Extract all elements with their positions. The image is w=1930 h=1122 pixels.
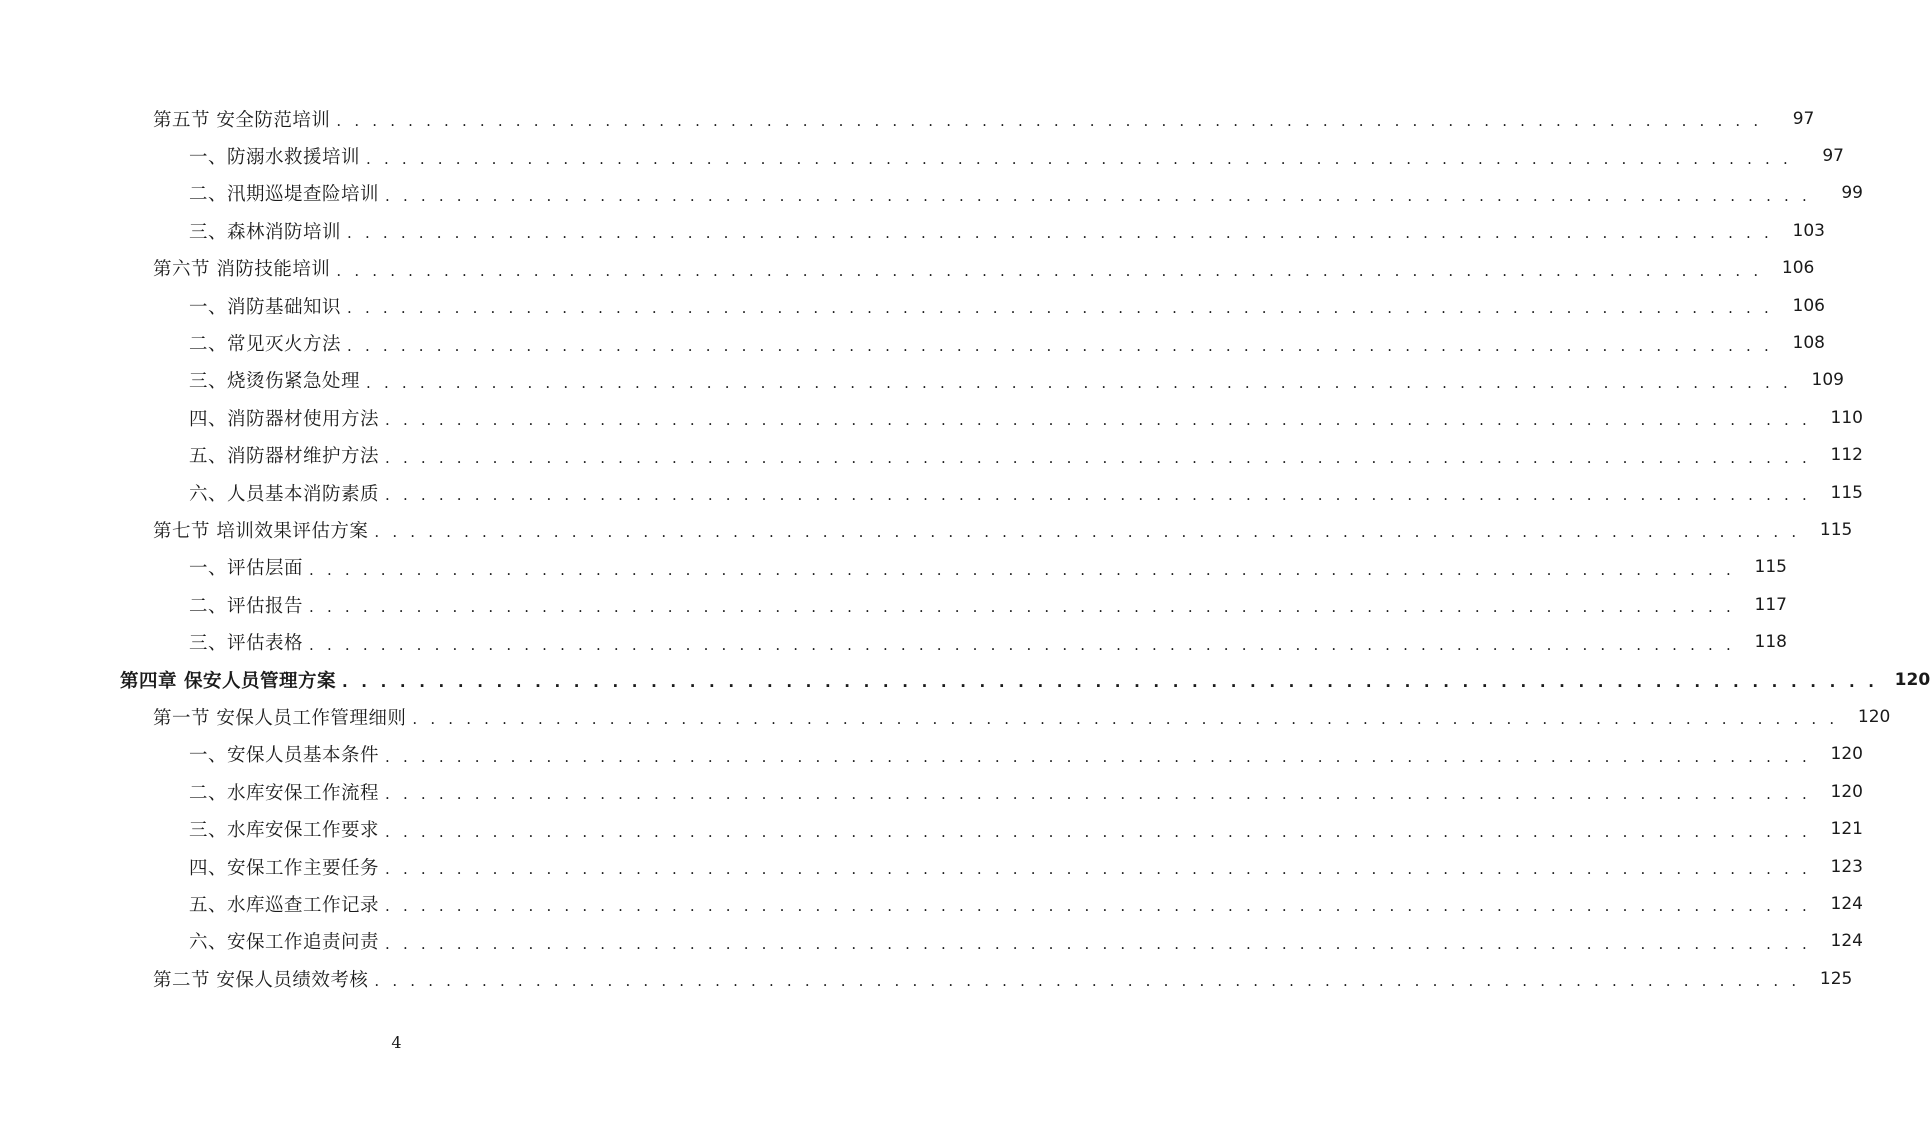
toc-dot-leader: . . . . . . . . . . . . . . . . . . . . . . . . . . . . . . . . . . . . . . . . . . . . . . . . . . . . . . . . . . . . . . . . . . . . . . . . . . . . . . . . — [385, 186, 1811, 205]
toc-entry-label: 二、水库安保工作流程 — [189, 782, 380, 804]
toc-entry-label: 二、汛期巡堤查险培训 — [189, 184, 380, 206]
toc-entry-label: 四、消防器材使用方法 — [189, 408, 380, 430]
toc-entry-page: 97 — [1792, 108, 1815, 129]
toc-entry-page: 121 — [1830, 819, 1863, 840]
toc-entry-page: 106 — [1781, 258, 1815, 279]
toc-dot-leader: . . . . . . . . . . . . . . . . . . . . . . . . . . . . . . . . . . . . . . . . . . . . . . . . . . . . . . . . . . . . . . . . . . . . . . . . . . . . . . . . — [385, 897, 1811, 916]
toc-entry-label: 一、安保人员基本条件 — [189, 745, 380, 767]
toc-entry-page: 115 — [1830, 482, 1863, 503]
toc-dot-leader: . . . . . . . . . . . . . . . . . . . . . . . . . . . . . . . . . . . . . . . . . . . . . . . . . . . . . . . . . . . . . . . . . . . . . . . . . . . . . . . . — [412, 710, 1839, 729]
toc-entry-label: 第六节 消防技能培训 — [153, 259, 331, 281]
toc-entry-page: 109 — [1811, 370, 1844, 391]
table-of-contents — [0, 100, 1930, 997]
toc-dot-leader: . . . . . . . . . . . . . . . . . . . . . . . . . . . . . . . . . . . . . . . . . . . . . . . . . . . . . . . . . . . . . . . . . . . . . . . . . . . . . . . . — [385, 747, 1811, 766]
toc-entry-item[interactable] — [0, 324, 1825, 361]
toc-entry-page: 125 — [1819, 968, 1853, 989]
toc-entry-section[interactable] — [0, 698, 1891, 735]
toc-entry-section[interactable] — [0, 511, 1853, 548]
toc-dot-leader: . . . . . . . . . . . . . . . . . . . . . . . . . . . . . . . . . . . . . . . . . . . . . . . . . . . . . . . . . . . . . . . . . . . . . . . . . . . . . . . . — [385, 448, 1811, 467]
toc-entry-label: 三、森林消防培训 — [189, 221, 342, 243]
toc-entry-section[interactable] — [0, 100, 1815, 137]
toc-entry-section[interactable] — [0, 250, 1815, 287]
toc-entry-item[interactable] — [0, 549, 1787, 586]
toc-entry-page: 118 — [1754, 632, 1787, 653]
toc-dot-leader: . . . . . . . . . . . . . . . . . . . . . . . . . . . . . . . . . . . . . . . . . . . . . . . . . . . . . . . . . . . . . . . . . . . . . . . . . . . . . . . . — [385, 822, 1811, 841]
toc-entry-page: 115 — [1819, 519, 1853, 540]
toc-entry-item[interactable] — [0, 586, 1787, 623]
toc-entry-label: 二、常见灭火方法 — [189, 334, 342, 356]
toc-entry-label: 五、消防器材维护方法 — [189, 446, 380, 468]
page-number: 4 — [391, 1033, 402, 1052]
toc-entry-item[interactable] — [0, 810, 1863, 847]
toc-entry-label: 一、消防基础知识 — [189, 296, 342, 318]
toc-entry-page: 103 — [1792, 220, 1825, 241]
toc-entry-page: 110 — [1830, 407, 1863, 428]
toc-dot-leader: . . . . . . . . . . . . . . . . . . . . . . . . . . . . . . . . . . . . . . . . . . . . . . . . . . . . . . . . . . . . . . . . . . . . . . . . . . . . . . . . — [336, 112, 1763, 131]
toc-entry-item[interactable] — [0, 885, 1863, 922]
toc-dot-leader: . . . . . . . . . . . . . . . . . . . . . . . . . . . . . . . . . . . . . . . . . . . . . . . . . . . . . . . . . . . . . . . . . . . . . . . . . . . . . . . . — [347, 299, 1773, 318]
toc-dot-leader: . . . . . . . . . . . . . . . . . . . . . . . . . . . . . . . . . . . . . . . . . . . . . . . . . . . . . . . . . . . . . . . . . . . . . . . . . . . . . . . . — [309, 598, 1735, 617]
toc-dot-leader: . . . . . . . . . . . . . . . . . . . . . . . . . . . . . . . . . . . . . . . . . . . . . . . . . . . . . . . . . . . . . . . . . . . . . . . . . . . . . . . . — [374, 523, 1801, 542]
toc-entry-page: 108 — [1792, 333, 1825, 354]
toc-entry-item[interactable] — [0, 437, 1863, 474]
toc-entry-item[interactable] — [0, 399, 1863, 436]
toc-entry-page: 117 — [1754, 594, 1787, 615]
toc-entry-label: 一、评估层面 — [189, 558, 304, 580]
toc-entry-page: 106 — [1792, 295, 1825, 316]
toc-entry-page: 120 — [1857, 706, 1891, 727]
toc-entry-page: 112 — [1830, 445, 1863, 466]
toc-entry-item[interactable] — [0, 287, 1825, 324]
toc-dot-leader: . . . . . . . . . . . . . . . . . . . . . . . . . . . . . . . . . . . . . . . . . . . . . . . . . . . . . . . . . . . . . . . . . . . . . . . . . . . . . . . . — [385, 860, 1811, 878]
toc-dot-leader: . . . . . . . . . . . . . . . . . . . . . . . . . . . . . . . . . . . . . . . . . . . . . . . . . . . . . . . . . . . . . . . . . . . . . . . . . . . . . . . . — [309, 560, 1735, 579]
toc-entry-label: 第四章 保安人员管理方案 — [120, 670, 336, 692]
toc-entry-section[interactable] — [0, 960, 1853, 997]
toc-dot-leader: . . . . . . . . . . . . . . . . . . . . . . . . . . . . . . . . . . . . . . . . . . . . . . . . . . . . . . . . . . . . . . . . . . . . . . . . . . . . . . . . — [385, 934, 1811, 953]
toc-entry-label: 一、防溺水救援培训 — [189, 147, 361, 169]
toc-entry-label: 第七节 培训效果评估方案 — [153, 520, 369, 542]
toc-entry-page: 120 — [1830, 744, 1863, 765]
toc-entry-label: 三、烧烫伤紧急处理 — [189, 371, 361, 393]
toc-entry-label: 六、人员基本消防素质 — [189, 483, 380, 505]
toc-entry-item[interactable] — [0, 212, 1825, 249]
toc-entry-page: 124 — [1830, 931, 1863, 952]
toc-entry-page: 120 — [1830, 781, 1863, 802]
toc-entry-page: 124 — [1830, 893, 1863, 914]
toc-entry-item[interactable] — [0, 848, 1863, 885]
toc-entry-label: 三、水库安保工作要求 — [189, 820, 380, 842]
toc-entry-item[interactable] — [0, 736, 1863, 773]
toc-dot-leader: . . . . . . . . . . . . . . . . . . . . . . . . . . . . . . . . . . . . . . . . . . . . . . . . . . . . . . . . . . . . . . . . . . . . . . . . . . . . . . . . — [309, 635, 1735, 654]
toc-dot-leader: . . . . . . . . . . . . . . . . . . . . . . . . . . . . . . . . . . . . . . . . . . . . . . . . . . . . . . . . . . . . . . . . . . . . . . . . . . . . . . . . — [366, 149, 1792, 168]
toc-entry-page: 99 — [1841, 183, 1863, 204]
toc-entry-page: 120 — [1894, 669, 1930, 690]
toc-entry-item[interactable] — [0, 623, 1787, 660]
toc-entry-item[interactable] — [0, 175, 1863, 212]
toc-entry-label: 第一节 安保人员工作管理细则 — [153, 707, 407, 729]
toc-dot-leader: . . . . . . . . . . . . . . . . . . . . . . . . . . . . . . . . . . . . . . . . . . . . . . . . . . . . . . . . . . . . . . . . . . . . . . . . . . . . . . . . — [366, 373, 1792, 392]
toc-entry-page: 115 — [1754, 557, 1787, 578]
toc-entry-page: 97 — [1822, 146, 1844, 167]
toc-entry-label: 第二节 安保人员绩效考核 — [153, 969, 369, 991]
toc-dot-leader: . . . . . . . . . . . . . . . . . . . . . . . . . . . . . . . . . . . . . . . . . . . . . . . . . . . . . . . . . . . . . . . . . . . . . . . . . . . . . . . . — [385, 486, 1811, 505]
toc-entry-label: 四、安保工作主要任务 — [189, 857, 380, 879]
toc-entry-label: 二、评估报告 — [189, 595, 304, 617]
toc-dot-leader: . . . . . . . . . . . . . . . . . . . . . . . . . . . . . . . . . . . . . . . . . . . . . . . . . . . . . . . . . . . . . . . . . . . . . . . . . . . . . . . . — [374, 972, 1801, 991]
toc-dot-leader: . . . . . . . . . . . . . . . . . . . . . . . . . . . . . . . . . . . . . . . . . . . . . . . . . . . . . . . . . . . . . . . . . . . . . . . . . . . . . . . . — [336, 261, 1763, 280]
toc-entry-item[interactable] — [0, 773, 1863, 810]
toc-entry-item[interactable] — [0, 137, 1844, 174]
toc-dot-leader: . . . . . . . . . . . . . . . . . . . . . . . . . . . . . . . . . . . . . . . . . . . . . . . . . . . . . . . . . . . . . . . . . . . . . . . . . . . . . . . . — [385, 785, 1811, 804]
toc-entry-label: 六、安保工作追责问责 — [189, 932, 380, 954]
toc-entry-item[interactable] — [0, 362, 1844, 399]
toc-entry-label: 五、水库巡查工作记录 — [189, 894, 380, 916]
toc-entry-chapter[interactable] — [0, 661, 1930, 698]
toc-entry-item[interactable] — [0, 474, 1863, 511]
toc-dot-leader: . . . . . . . . . . . . . . . . . . . . . . . . . . . . . . . . . . . . . . . . . . . . . . . . . . . . . . . . . . . . . . . . . . . . . . . . . . . . . . . . — [347, 224, 1773, 243]
toc-dot-leader: . . . . . . . . . . . . . . . . . . . . . . . . . . . . . . . . . . . . . . . . . . . . . . . . . . . . . . . . . . . . . . . . . . . . . . . . . . . . . . . . — [347, 336, 1773, 355]
toc-entry-item[interactable] — [0, 923, 1863, 960]
toc-dot-leader: . . . . . . . . . . . . . . . . . . . . . . . . . . . . . . . . . . . . . . . . . . . . . . . . . . . . . . . . . . . . . . . . . . . . . . . . . . . . . . . . — [341, 673, 1879, 692]
toc-entry-label: 三、评估表格 — [189, 633, 304, 655]
toc-entry-label: 第五节 安全防范培训 — [153, 109, 331, 131]
toc-dot-leader: . . . . . . . . . . . . . . . . . . . . . . . . . . . . . . . . . . . . . . . . . . . . . . . . . . . . . . . . . . . . . . . . . . . . . . . . . . . . . . . . — [385, 411, 1811, 430]
toc-entry-page: 123 — [1830, 856, 1863, 877]
